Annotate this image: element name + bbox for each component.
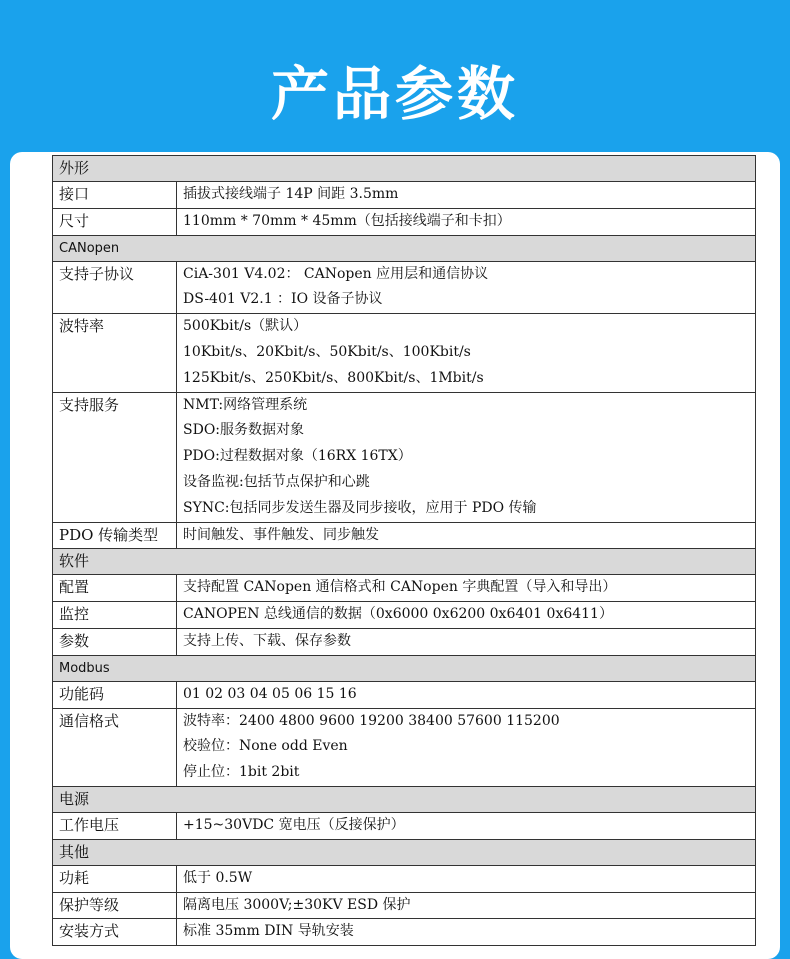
spec-value-line: SYNC:包括同步发送生器及同步接收，应用于 PDO 传输 — [183, 499, 537, 516]
spec-value-line: CANOPEN 总线通信的数据（0x6000 0x6200 0x6401 0x6411） — [183, 606, 613, 623]
spec-row — [53, 182, 756, 209]
spec-value-line: 停止位：1bit 2bit — [183, 764, 300, 781]
spec-value — [177, 892, 756, 919]
spec-value-line: 低于 0.5W — [183, 869, 253, 886]
spec-value — [177, 681, 756, 708]
spec-row — [53, 261, 756, 314]
spec-key: 工作电压 — [53, 812, 177, 839]
spec-value-line: 支持配置 CANopen 通信格式和 CANopen 字典配置（导入和导出） — [183, 579, 617, 596]
spec-value — [177, 575, 756, 602]
section-title: CANopen — [53, 235, 756, 261]
spec-value — [177, 261, 756, 314]
section-header-row — [53, 655, 756, 681]
spec-value — [177, 865, 756, 892]
spec-value-line: DS-401 V2.1 ：IO 设备子协议 — [183, 291, 383, 308]
spec-key: 波特率 — [53, 314, 177, 392]
spec-row — [53, 812, 756, 839]
section-title: 其他 — [53, 839, 756, 865]
spec-key: 接口 — [53, 182, 177, 209]
section-title: 电源 — [53, 786, 756, 812]
spec-value-line: SDO:服务数据对象 — [183, 422, 305, 439]
spec-key: 功耗 — [53, 865, 177, 892]
spec-row — [53, 575, 756, 602]
spec-key: 安装方式 — [53, 919, 177, 946]
spec-key: 保护等级 — [53, 892, 177, 919]
spec-key: 监控 — [53, 602, 177, 629]
spec-value-line: 设备监视:包括节点保护和心跳 — [183, 473, 370, 490]
spec-key: 功能码 — [53, 681, 177, 708]
spec-value — [177, 522, 756, 549]
spec-value — [177, 708, 756, 786]
spec-key: 尺寸 — [53, 208, 177, 235]
spec-key: 支持服务 — [53, 392, 177, 522]
section-header-row — [53, 156, 756, 182]
spec-value-line: 110mm * 70mm * 45mm（包括接线端子和卡扣） — [183, 212, 511, 229]
spec-row — [53, 602, 756, 629]
spec-value — [177, 182, 756, 209]
spec-row — [53, 392, 756, 522]
spec-value — [177, 628, 756, 655]
section-header-row — [53, 549, 756, 575]
spec-row — [53, 628, 756, 655]
spec-value-line: 波特率：2400 4800 9600 19200 38400 57600 115200 — [183, 712, 560, 729]
spec-row — [53, 314, 756, 392]
spec-value-line: 01 02 03 04 05 06 15 16 — [183, 685, 357, 702]
spec-key: PDO 传输类型 — [53, 522, 177, 549]
spec-value-line: NMT:网络管理系统 — [183, 396, 308, 413]
spec-row — [53, 919, 756, 946]
spec-value-line: 隔离电压 3000V;±30KV ESD 保护 — [183, 896, 411, 913]
spec-row — [53, 892, 756, 919]
page-title: 产品参数 — [270, 60, 519, 128]
spec-value-line: 校验位：None odd Even — [183, 738, 348, 755]
spec-value — [177, 392, 756, 522]
section-title: 软件 — [53, 549, 756, 575]
spec-value-line: +15~30VDC 宽电压（反接保护） — [183, 816, 405, 833]
spec-row — [53, 522, 756, 549]
spec-value-line: 标准 35mm DIN 导轨安装 — [183, 923, 354, 940]
spec-value-line: 支持上传、下载、保存参数 — [183, 632, 351, 649]
spec-value — [177, 812, 756, 839]
spec-row — [53, 681, 756, 708]
section-header-row — [53, 235, 756, 261]
spec-value-line: PDO:过程数据对象（16RX 16TX） — [183, 448, 412, 465]
section-title: Modbus — [53, 655, 756, 681]
spec-row — [53, 708, 756, 786]
spec-value — [177, 919, 756, 946]
spec-value-line: 500Kbit/s（默认） — [183, 318, 308, 335]
spec-row — [53, 865, 756, 892]
spec-key: 支持子协议 — [53, 261, 177, 314]
spec-value — [177, 314, 756, 392]
section-title: 外形 — [53, 156, 756, 182]
spec-table — [52, 155, 756, 946]
spec-value — [177, 208, 756, 235]
spec-key: 配置 — [53, 575, 177, 602]
spec-value — [177, 602, 756, 629]
spec-value-line: 10Kbit/s、20Kbit/s、50Kbit/s、100Kbit/s — [183, 343, 471, 360]
spec-value-line: CiA-301 V4.02： CANopen 应用层和通信协议 — [183, 265, 489, 282]
section-header-row — [53, 839, 756, 865]
section-header-row — [53, 786, 756, 812]
spec-key: 参数 — [53, 628, 177, 655]
spec-value-line: 125Kbit/s、250Kbit/s、800Kbit/s、1Mbit/s — [183, 369, 484, 386]
spec-value-line: 插拔式接线端子 14P 间距 3.5mm — [183, 186, 399, 202]
spec-row — [53, 208, 756, 235]
spec-key: 通信格式 — [53, 708, 177, 786]
spec-value-line: 时间触发、事件触发、同步触发 — [183, 526, 379, 543]
